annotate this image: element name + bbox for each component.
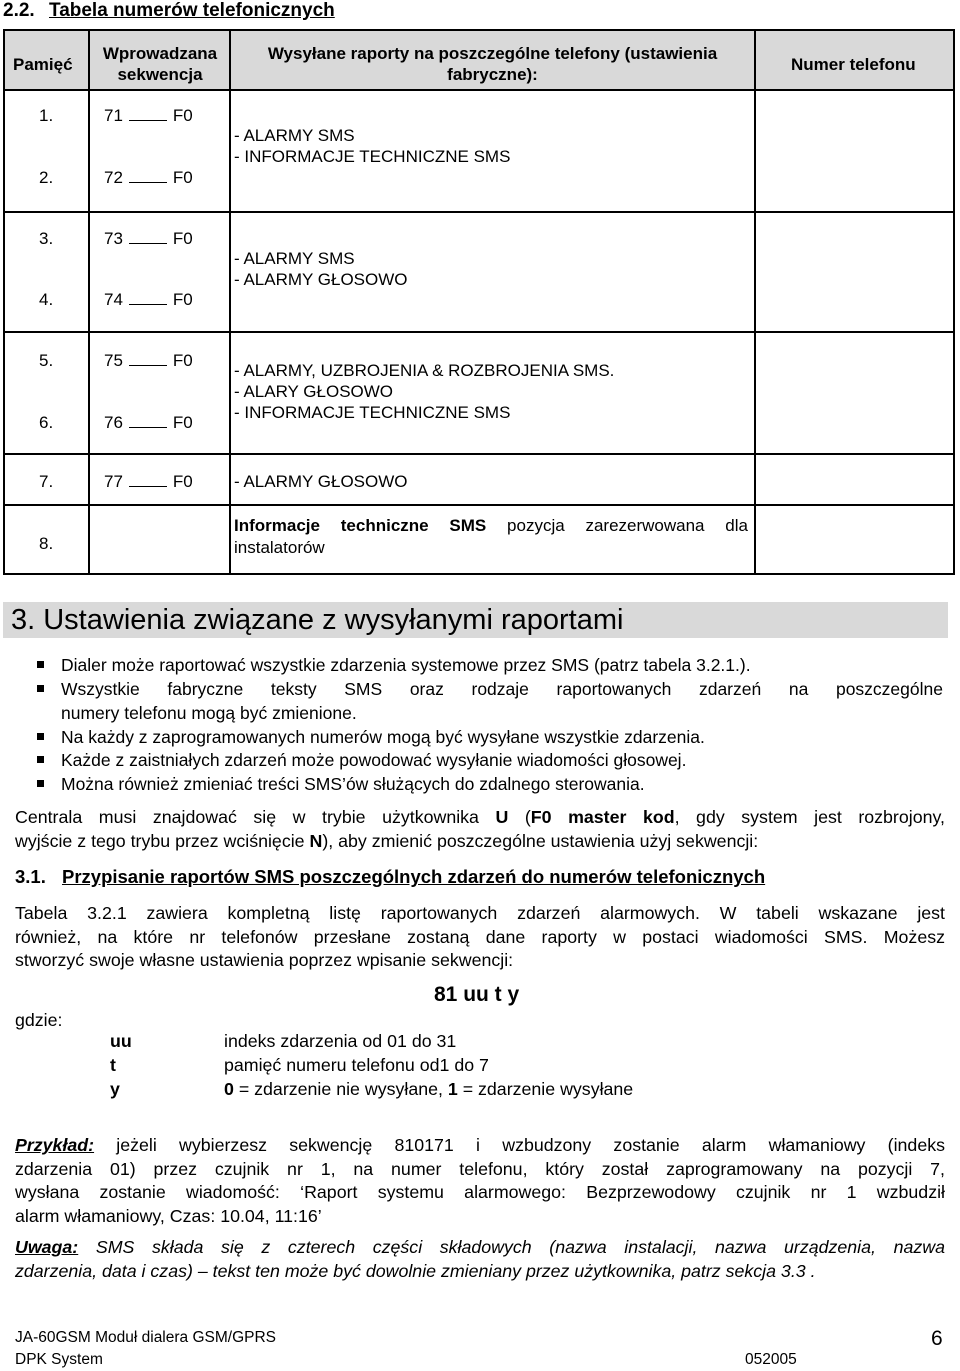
memory-3: 3. [39, 229, 54, 248]
header-reports-line1: Wysyłane raporty na poszczególne telefony (ustawienia [267, 44, 718, 63]
row-divider [5, 453, 953, 455]
def-key: y [110, 1079, 120, 1099]
input-blank [129, 290, 167, 305]
text-run: ( [508, 807, 531, 827]
memory-7: 7. [39, 472, 54, 491]
header-sequence: Wprowadzana sekwencja [102, 44, 218, 84]
sequence-prefix: 74 [104, 290, 123, 309]
input-blank [129, 229, 167, 244]
text-run: Centrala musi znajdować się w trybie użytkownika [15, 807, 496, 827]
bullet-item [61, 748, 943, 772]
sequence-suffix: F0 [172, 106, 193, 125]
tabela-paragraph [15, 902, 945, 973]
paragraph-line: alarm włamaniowy, Czas: 10.04, 11:16’ [15, 1205, 322, 1226]
bullet-text: Dialer może raportować wszystkie zdarzenia systemowe przez SMS (patrz tabela 3.2.1.). [61, 655, 751, 675]
sequence-prefix: 73 [104, 229, 123, 248]
sequence-74 [104, 290, 193, 310]
example-label: Przykład: [15, 1135, 95, 1155]
reserved-word: pozycja [507, 516, 565, 535]
text-run: , gdy system jest rozbrojony, [674, 807, 945, 827]
text-run-bold: N [309, 830, 323, 851]
text-run-bold: F0 master kod [530, 807, 675, 827]
text-run-bold: 0 [224, 1079, 234, 1099]
row-divider [5, 211, 953, 213]
sequence-suffix: F0 [172, 413, 193, 432]
footer-product: JA-60GSM Moduł dialera GSM/GPRS [15, 1329, 277, 1346]
sequence-prefix: 71 [104, 106, 123, 125]
header-memory: Pamięć [13, 55, 73, 74]
section-number: 3.1. [15, 866, 46, 887]
sequence-prefix: 75 [104, 351, 123, 370]
bullet-item [61, 772, 943, 796]
footer-company: DPK System [15, 1351, 103, 1368]
header-reports-line2: fabryczne): [447, 65, 538, 84]
section-3-1-heading [15, 866, 765, 888]
memory-8: 8. [39, 534, 54, 553]
sequence-77 [104, 472, 193, 492]
row-divider [5, 504, 953, 506]
def-key: uu [110, 1031, 132, 1051]
sequence-suffix: F0 [172, 472, 193, 491]
column-divider [754, 31, 756, 573]
note-label: Uwaga: [15, 1237, 79, 1257]
note-paragraph [15, 1236, 945, 1283]
paragraph-line: wysłana zostanie wiadomość: ‘Raport systemu alarmowego: Bezprzewodowy czujnik nr 1 wzbudził [15, 1182, 945, 1202]
bullet-item [61, 677, 943, 701]
header-reports [231, 43, 754, 85]
memory-6: 6. [39, 413, 54, 432]
section-number: 2.2. [3, 0, 35, 21]
text-run: jeżeli wybierzesz sekwencję 810171 i wzbudzony zostanie alarm włamaniowy (indeks [94, 1135, 945, 1155]
reserved-line-1 [234, 515, 748, 537]
input-blank [129, 106, 167, 121]
paragraph-line [15, 830, 945, 854]
column-divider [88, 31, 90, 573]
def-desc: pamięć numeru telefonu od1 do 7 [224, 1055, 489, 1075]
sequence-suffix: F0 [172, 290, 193, 309]
page-number: 6 [931, 1327, 943, 1350]
bullet-square-icon [37, 685, 44, 692]
section-title: Przypisanie raportów SMS poszczególnych zdarzeń do numerów telefonicznych [62, 866, 766, 887]
text-run-bold: 1 [447, 1079, 458, 1099]
paragraph-line [15, 1236, 945, 1260]
text-run: SMS składa się z czterech części składowych (nazwa instalacji, nazwa urządzenia, nazwa [78, 1237, 945, 1257]
phone-numbers-table [3, 29, 955, 575]
sequence-suffix: F0 [172, 168, 193, 187]
paragraph-line [15, 1134, 945, 1158]
column-divider [229, 31, 231, 573]
bullet-text: Wszystkie fabryczne teksty SMS oraz rodzaje raportowanych zdarzeń na poszczególne [61, 679, 943, 699]
bullet-text: Na każdy z zaprogramowanych numerów mogą być wysyłane wszystkie zdarzenia. [61, 727, 705, 747]
report-line: - INFORMACJE TECHNICZNE SMS [234, 403, 511, 422]
input-blank [129, 168, 167, 183]
text-run: = zdarzenie wysyłane [457, 1079, 634, 1099]
report-line: - ALARMY GŁOSOWO [234, 270, 408, 289]
paragraph-line [15, 806, 945, 830]
text-run: ), aby zmienić poszczególne ustawienia użyj sekwencji: [322, 830, 759, 851]
memory-5: 5. [39, 351, 54, 370]
bullet-square-icon [37, 780, 44, 787]
report-line: - ALARMY, UZBROJENIA & ROZBROJENIA SMS. [234, 361, 615, 380]
reports-group-5 [234, 515, 748, 559]
report-line: - ALARY GŁOSOWO [234, 382, 394, 401]
row-divider [5, 89, 953, 91]
def-key: t [110, 1055, 116, 1075]
bullet-item [61, 653, 943, 677]
def-desc [224, 1079, 633, 1100]
gdzie-label: gdzie: [15, 1010, 63, 1030]
reserved-word: SMS [449, 516, 487, 535]
input-blank [129, 472, 167, 487]
sequence-prefix: 76 [104, 413, 123, 432]
reserved-line-2: instalatorów [234, 538, 325, 557]
reserved-word: Informacje [234, 516, 320, 535]
section-2-2-heading [3, 0, 335, 22]
paragraph-line: Tabela 3.2.1 zawiera kompletną listę raportowanych zdarzeń alarmowych. W tabeli wskazane jest [15, 903, 945, 923]
footer-date: 052005 [745, 1351, 797, 1368]
memory-4: 4. [39, 290, 54, 309]
sequence-76 [104, 413, 193, 433]
memory-1: 1. [39, 106, 54, 125]
paragraph-line: stworzyć swoje własne ustawienia poprzez wpisanie sekwencji: [15, 950, 514, 970]
sequence-prefix: 72 [104, 168, 123, 187]
report-line: - ALARMY SMS [234, 126, 355, 145]
reports-group-4: - ALARMY GŁOSOWO [234, 472, 408, 491]
reports-group-2 [234, 248, 408, 290]
bullet-continuation: numery telefonu mogą być zmienione. [61, 703, 357, 723]
bullet-text: Można również zmieniać treści SMS’ów służących do zdalnego sterowania. [61, 774, 645, 794]
sequence-suffix: F0 [172, 351, 193, 370]
text-run: wyjście z tego trybu przez wciśnięcie [15, 830, 310, 851]
sequence-format: 81 uu t y [434, 983, 520, 1006]
section-3-heading: 3. Ustawienia związane z wysyłanymi raportami [3, 602, 948, 638]
reserved-word: techniczne [340, 516, 429, 535]
reports-group-3 [234, 360, 614, 423]
sequence-71 [104, 106, 193, 126]
row-divider [5, 331, 953, 333]
paragraph-line: zdarzenia 01) przez czujnik nr 1, na numer telefonu, który został zaprogramowany na pozycji 7, [15, 1158, 945, 1179]
sequence-75 [104, 351, 193, 371]
bullet-square-icon [37, 756, 44, 763]
bullet-item [61, 725, 943, 749]
paragraph-line: zdarzenia, data i czas) – tekst ten może być dowolnie zmieniany przez użytkownika, patrz sekcja 3.3 . [15, 1260, 816, 1281]
reports-group-1 [234, 125, 510, 167]
section-title: Tabela numerów telefonicznych [49, 0, 335, 21]
reserved-word: zarezerwowana [585, 516, 705, 535]
sequence-suffix: F0 [172, 229, 193, 248]
header-phone-number: Numer telefonu [791, 55, 916, 74]
sequence-prefix: 77 [104, 472, 123, 491]
input-blank [129, 351, 167, 366]
centrala-paragraph [15, 806, 945, 853]
def-desc: indeks zdarzenia od 01 do 31 [224, 1031, 457, 1051]
bullet-square-icon [37, 661, 44, 668]
memory-2: 2. [39, 168, 54, 187]
example-paragraph [15, 1134, 945, 1228]
input-blank [129, 413, 167, 428]
paragraph-line: również, na które nr telefonów przesłane zostaną dane raporty w postaci wiadomości SMS. Możesz [15, 926, 945, 947]
report-line: - INFORMACJE TECHNICZNE SMS [234, 147, 511, 166]
sequence-72 [104, 168, 193, 188]
report-line: - ALARMY SMS [234, 249, 355, 268]
text-run-bold: U [495, 807, 509, 827]
bullet-square-icon [37, 733, 44, 740]
bullet-text: Każde z zaistniałych zdarzeń może powodować wysyłanie wiadomości głosowej. [61, 750, 687, 770]
text-run: = zdarzenie nie wysyłane, [233, 1079, 448, 1099]
sequence-73 [104, 229, 193, 249]
reserved-word: dla [725, 516, 748, 535]
